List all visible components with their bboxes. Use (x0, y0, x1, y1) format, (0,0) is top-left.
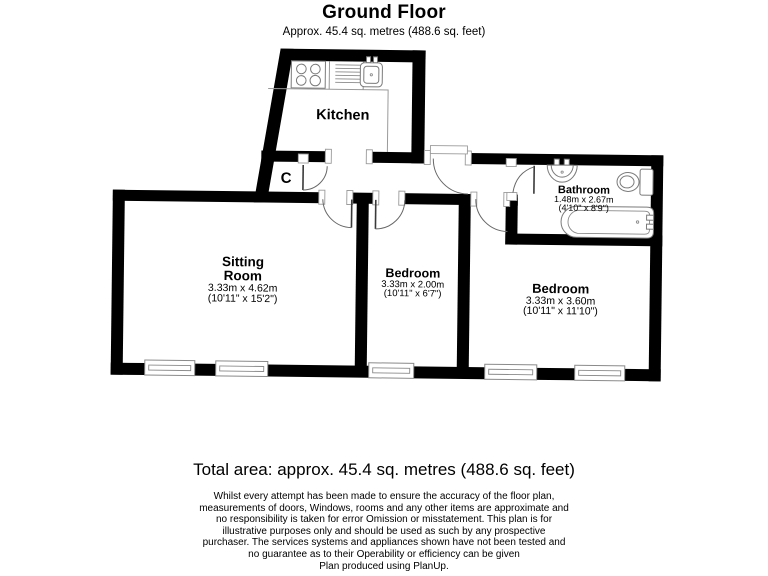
toilet-icon (617, 169, 653, 195)
middle-bedroom-label (381, 266, 444, 300)
bathroom-label (554, 184, 614, 213)
svg-text:(4'10" x 8'9"): (4'10" x 8'9") (558, 202, 609, 214)
svg-text:(10'11" x 15'2"): (10'11" x 15'2") (207, 292, 278, 306)
disclaimer-line: illustrative purposes only and should be used as such by any prospective (222, 525, 546, 537)
bathroom-door-icon (513, 166, 534, 194)
svg-text:3.33m x 3.60m: 3.33m x 3.60m (525, 294, 596, 308)
svg-text:Sitting: Sitting (221, 253, 265, 270)
window-icon (485, 364, 537, 380)
total-area-text: Total area: approx. 45.4 sq. metres (488.6 sq. feet) (193, 460, 575, 479)
svg-text:Bedroom: Bedroom (532, 280, 590, 297)
sitting-room-label (208, 254, 278, 305)
cupboard-door-icon (303, 165, 327, 190)
drainer-icon (335, 65, 360, 83)
svg-text:3.33m x 2.00m: 3.33m x 2.00m (381, 278, 445, 291)
right-bedroom-door-icon (475, 199, 507, 231)
kitchen-label: Kitchen (316, 107, 370, 124)
svg-text:(10'11" x 6'7"): (10'11" x 6'7") (383, 287, 442, 300)
svg-text:Bathroom: Bathroom (557, 184, 610, 197)
svg-text:Room: Room (223, 268, 263, 284)
svg-text:Bedroom: Bedroom (385, 265, 441, 281)
svg-text:1.48m x 2.67m: 1.48m x 2.67m (553, 194, 614, 205)
disclaimer-line: no guarantee as to their Operability or efficiency can be given (248, 548, 520, 560)
entrance-door-icon (430, 146, 469, 194)
right-bedroom-label (523, 281, 598, 318)
svg-text:(10'11" x 11'10"): (10'11" x 11'10") (523, 304, 598, 318)
window-icon (575, 365, 625, 381)
window-icon (145, 360, 195, 376)
page-subtitle: Approx. 45.4 sq. metres (488.6 sq. feet) (282, 26, 486, 38)
disclaimer-line: no responsibility is taken for error Omission or misstatement. This plan is for (215, 514, 553, 526)
disclaimer-line: purchaser. The services systems and appliances shown have not been tested and (202, 537, 566, 549)
window-icon (216, 361, 268, 377)
svg-text:3.33m x 4.62m: 3.33m x 4.62m (207, 281, 278, 295)
window-icon (369, 363, 414, 379)
disclaimer (0, 491, 768, 572)
disclaimer-line: measurements of doors, Windows, rooms and any other items are approximate and (199, 502, 569, 514)
disclaimer-line: Whilst every attempt has been made to ensure the accuracy of the floor plan, (213, 491, 555, 502)
cupboard-label: C (280, 169, 292, 187)
page-title: Ground Floor (322, 2, 446, 23)
hob-icon (291, 61, 325, 88)
planup-credit: Plan produced using PlanUp. (319, 560, 449, 572)
